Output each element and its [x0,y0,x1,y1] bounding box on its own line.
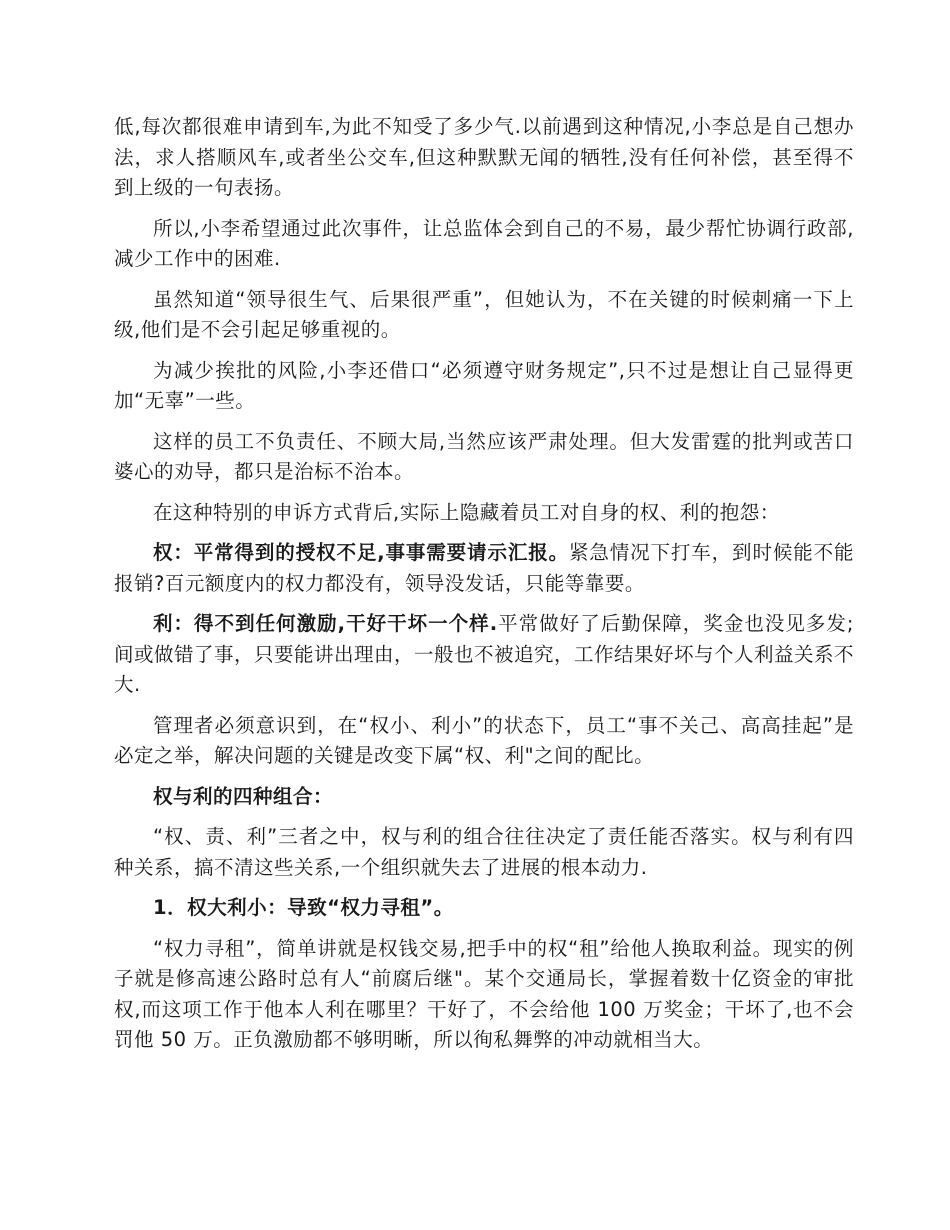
paragraph-power [114,538,854,599]
section-heading: 权与利的四种组合： [153,784,334,808]
paragraph-lead-bold: 利：得不到任何激励,干好干坏一个样. [153,612,498,635]
paragraph-5 [114,427,854,488]
paragraph-text: 紧急情况下打车，到时候能不能报销?百元额度内的权力都没有，领导没发话，只能等靠要。 [114,541,854,595]
paragraph-lead-bold: 权：平常得到的授权不足,事事需要请示汇报。 [153,541,569,564]
paragraph-text: 在这种特别的申诉方式背后,实际上隐藏着员工对自身的权、利的抱怨： [153,500,780,524]
paragraph-text: 为减少挨批的风险,小李还借口“必须遵守财务规定”,只不过是想让自己显得更加“无辜”一些。 [114,358,854,412]
paragraph-6 [114,498,854,529]
paragraph-text: 虽然知道“领导很生气、后果很严重”，但她认为，不在关键的时候刺痛一下上级,他们是不会引起足够重视的。 [114,287,854,341]
paragraph-3 [114,285,854,346]
paragraph-text: 低,每次都很难申请到车,为此不知受了多少气.以前遇到这种情况,小李总是自己想办法，求人搭顺风车,或者坐公交车,但这种默默无闻的牺牲,没有任何补偿，甚至得不到上级的一句表扬。 [114,115,854,199]
paragraph-2 [114,214,854,275]
paragraph-1 [114,112,854,204]
paragraph-text: 所以,小李希望通过此次事件，让总监体会到自己的不易，最少帮忙协调行政部,减少工作中的困难. [114,216,854,270]
intro-paragraph: “权、责、利”三者之中，权与利的组合往往决定了责任能否落实。权与利有四种关系，搞不清这些关系,一个组织就失去了进展的根本动力. [114,825,854,879]
paragraph-benefit [114,609,854,701]
paragraph-9 [114,711,854,772]
final-paragraph: “权力寻租”，简单讲就是权钱交易,把手中的权“租”给他人换取利益。现实的例子就是修高速公路时总有人“前腐后继"。某个交通局长，掌握着数十亿资金的审批权,而这项工作于他本人利在哪里？干好了，不会给他 100 万奖金；干坏了,也不会罚他 50 万。正负激励都不够明晰，所以徇私舞弊的冲动就相当大。 [114,936,854,1051]
paragraph-text: 平常做好了后勤保障，奖金也没见多发;间或做错了事，只要能讲出理由，一般也不被追究，工作结果好坏与个人利益关系不大. [114,612,855,696]
sub-heading: 1．权大利小：导致“权力寻租”。 [153,896,454,919]
document-body [114,112,854,1066]
paragraph-text: 管理者必须意识到，在“权小、利小”的状态下，员工“事不关己、高高挂起”是必定之举，解决问题的关键是改变下属“权、利"之间的配比。 [114,713,854,767]
paragraph-text: 这样的员工不负责任、不顾大局,当然应该严肃处理。但大发雷霆的批判或苦口婆心的劝导，都只是治标不治本。 [114,429,854,483]
paragraph-4 [114,356,854,417]
